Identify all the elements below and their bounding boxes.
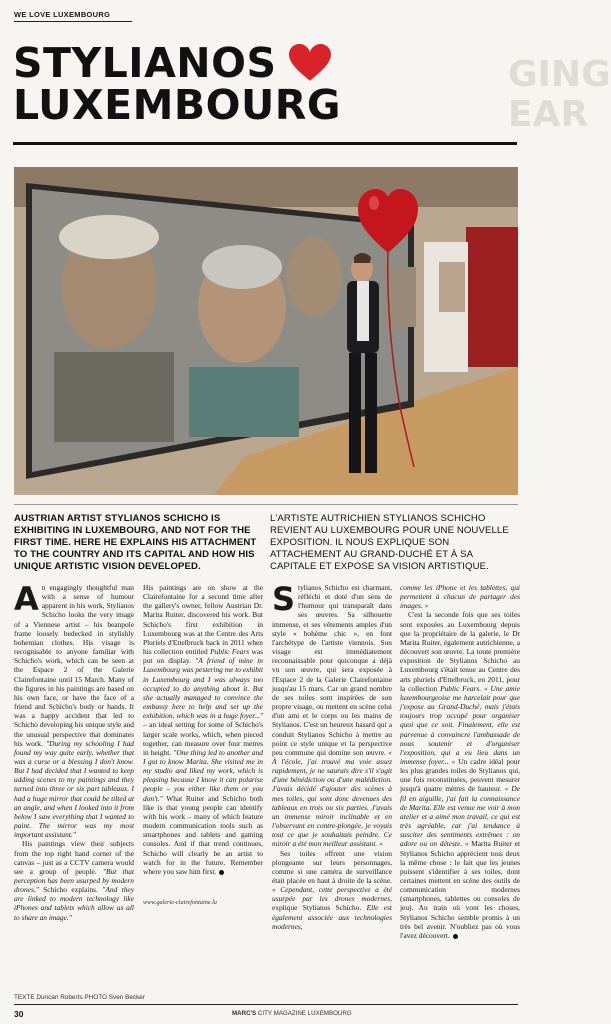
quote-text: comme les iPhone et les tablettes, qui permettent à chacun de partager des images. » — [400, 583, 520, 611]
body-text: What Ruiter and Schicho both like is that young people can identify with his work – many of which feature modern communication tools such as smartphones and tablets and gaming consoles. And if that trend continues, Schicho will clearly be an artist to watch for in the future. Remember where you saw him first. — [143, 793, 263, 876]
footer-rule — [14, 1004, 518, 1005]
footer-magazine — [232, 1010, 352, 1017]
gallery-website-link[interactable]: www.galerie-clairefontaine.lu — [143, 899, 217, 906]
quote-text: "And they are linked to modern technology like iPhones and tablets which allow us all to share an image." — [14, 885, 134, 922]
body-text: – an ideal setting for some of Schicho's larger scale works, which, when pieced together, can measure over four metres in height. — [143, 720, 263, 757]
credit-text-author: Duncan Roberts — [36, 994, 83, 1001]
body-text: His paintings view their subjects from the top right hand corner of the canvas – just as a CCTV camera would see a group of people. — [14, 839, 134, 876]
end-mark-icon — [219, 870, 224, 875]
article-column-1 — [14, 580, 134, 922]
footer-brand: MARC'S — [232, 1010, 257, 1017]
headline-line1: STYLIANOS — [13, 39, 277, 87]
body-text: His paintings are on show at the Clairefontaine for a second time after the gallery's owner, fellow Austrian Dr. Marita Ruiter, discovered his work. But Schicho's first exhibition in Luxembourg was at the Centre des Arts Pluriels d'Ettelbruck back in 2011 when his collection entitled — [143, 583, 263, 657]
deck-rule — [14, 504, 518, 505]
body-text: Ses toiles offrent une vision plongeante sur leurs personnages, comme si une caméra de surveillance était placée en haut à droite de la scène. — [272, 848, 392, 885]
footer-magazine-name: CITY MAGAZINE LUXEMBOURG — [257, 1010, 352, 1017]
heart-icon — [289, 44, 331, 82]
dropcap: S — [272, 580, 296, 618]
headline-rule — [13, 142, 517, 145]
credits — [14, 994, 145, 1001]
quote-text: "One thing led to another and I got to know Marita. She visited me in my studio and liked my work, which is pleasing because I know it can polarise people – you either like them or you don't." — [143, 747, 264, 803]
body-text: Un cadre idéal pour les plus grandes toiles de Stylianos qui, une fois reconstituées, peuvent mesurer jusqu'à quatre mètres de hauteur. — [400, 756, 520, 794]
body-text: C'est la seconde fois que ses toiles sont exposées au Luxembourg depuis que la propriétaire de la galerie, le Dr Marita Ruiter, également autrichienne, a découvert son œuvre. La toute première exposition de Stylianos Schicho au Luxembourg s'était tenue au Centre des arts pluriels d'Ettelbruck, en 2011, pour la collection — [400, 610, 520, 693]
page-number: 30 — [14, 1009, 24, 1019]
credit-text-label: TEXTE — [14, 994, 35, 1001]
body-text: Schicho explains. — [43, 885, 98, 895]
quote-text: "But that perception has been usurped by modern drones," — [14, 866, 134, 895]
quote-text: « De fil en aiguille, j'ai fait la connaissance de Marita. Elle est venue me voir à mon atelier et a aimé mon travail, ce qui est très agréable, car j'ai tendance à susciter des sentiments extrêmes : on adore ou on déteste. » — [400, 784, 520, 849]
headline — [13, 39, 341, 129]
quote-text: « Cependant, cette perspective a été usurpée par les drones modernes, — [272, 885, 392, 904]
exhibition-title: Public Fears — [210, 647, 250, 657]
body-text: tylianos Schicho est charmant, réfléchi et doté d'un sens de l'humour qui transparaît dans ses œuvres. Sa silhouette immense, et ses vêtements amples d'un style « bohème chic », en font l'archétype de l'artiste viennois. Son visage est immédiatement reconnaissable pour quiconque a déjà vu son œuvre, qui sera exposée à l'Espace 2 de la Galerie Clairefontaine jusqu'au 15 mars. Car un grand nombre de ses toiles sont inspirées de son propre visage, ou mettent en scène celui d'un ami et le corps ou les mains de Stylianos. C'est un heureux hasard qui a conduit Stylianos Schicho à mettre au point ce style unique et la perspective peu commune qui domine son œuvre. — [272, 583, 392, 757]
dropcap: A — [14, 580, 39, 618]
credit-photo-author: Sven Becker — [108, 994, 145, 1001]
article-column-3 — [272, 580, 392, 931]
article-column-2 — [143, 583, 263, 907]
hero-photo — [14, 167, 518, 495]
adjacent-page-ghost-text: GING EAR — [508, 54, 611, 135]
exhibition-title: Public Fears. — [440, 683, 482, 693]
end-mark-icon — [453, 934, 458, 939]
credit-photo-label: PHOTO — [84, 994, 107, 1001]
quote-text: « À l'école, j'ai trouvé ma voie assez rapidement, je ne saurais dire s'il s'agit d'une bénédiction ou d'une malédiction. J'avais décidé d'ajouter des scènes à mes toiles, qui sont donc devenues des tableaux en trois ou six parties. J'avais un immense miroir inclinable et en l'observant en contre-plongée, je voyais tout ce que je souhaitais peindre. Ce miroir a été mon meilleur assistant. » — [272, 747, 392, 849]
quote-text: Elle est également associée aux technologies modernes, — [272, 903, 392, 931]
quote-text: "A friend of mine in Luxembourg was pestering me to exhibit in Luxembourg and I was always too occupied to do anything about it. But she actually managed to convince the embassy here to help and set up the exhibition, which was in a huge foyer..." — [143, 656, 263, 721]
body-text: n engagingly thoughtful man with a sense of humour apparent in his work, Stylianos Schicho looks the very image of a Viennese artist – his beanpole frame loosely bedecked in stylishly bohemian clothes. His visage is recognisable to anyone familiar with Schicho's work, which can be seen at the Espace 2 of the Galerie Clairefontaine until 15 March. Many of the figures in his paintings are based on his own face, or have the face of a friend and Schicho's body or hands. It was a happy accident that led to Schicho developing his unique style and the unusual perspective that dominates his work. — [14, 583, 134, 748]
quote-text: « Une amie luxembourgeoise me harcelait pour que j'expose au Grand-Duché, mais j'étais toujours trop occupé pour organiser quoi que ce soit. Finalement, elle est parvenue à convaincre l'ambassade de nous soutenir et d'organiser l'exposition, qui a eu lieu dans un immense foyer... » — [400, 683, 520, 766]
body-text: Marita Ruiter et Stylianos Schicho apprécient tous deux la même chose : le fait que les jeunes puissent s'identifier à ses toiles, dont certaines mettent en scène des outils de communication modernes (smartphones, tablettes ou consoles de jeu). Au train où vont les choses, Stylianos Schicho semble promis à un très bel avenir. N'oubliez pas où vous l'avez découvert. — [400, 839, 520, 940]
body-text: was put on display. — [143, 647, 263, 666]
standfirst-french: L'ARTISTE AUTRICHIEN STYLIANOS SCHICHO REVIENT AU LUXEMBOURG POUR UNE NOUVELLE EXPOSITION. IL NOUS EXPLIQUE SON ATTACHEMENT AU GRAND-DUCHÉ ET À SA CAPITALE ET EXPOSE SA VISION ARTISTIQUE. — [270, 513, 509, 572]
body-text: explique Stylianos Schicho. — [272, 903, 362, 913]
section-label: WE LOVE LUXEMBOURG — [14, 10, 132, 22]
headline-line2: LUXEMBOURG — [13, 81, 341, 129]
article-column-4 — [400, 583, 520, 940]
standfirst-english: AUSTRIAN ARTIST STYLIANOS SCHICHO IS EXHIBITING IN LUXEMBOURG, AND NOT FOR THE FIRST TIME. HERE HE EXPLAINS HIS ATTACHMENT TO THE COUNTRY AND ITS CAPITAL AND HOW HIS UNIQUE ARTISTIC VISION DEVELOPED. — [14, 513, 257, 572]
quote-text: "During my schooling I had found my way quite early, whether that was a curse or a blessing I don't know. But I had decided that I wanted to keep adding scenes to my paintings and they turned into three or six part tableaux. I had a huge mirror that could be tilted at an angle, and when I looked into it from below I saw everything that I wanted to paint. The mirror was my most important assistant." — [14, 738, 134, 840]
